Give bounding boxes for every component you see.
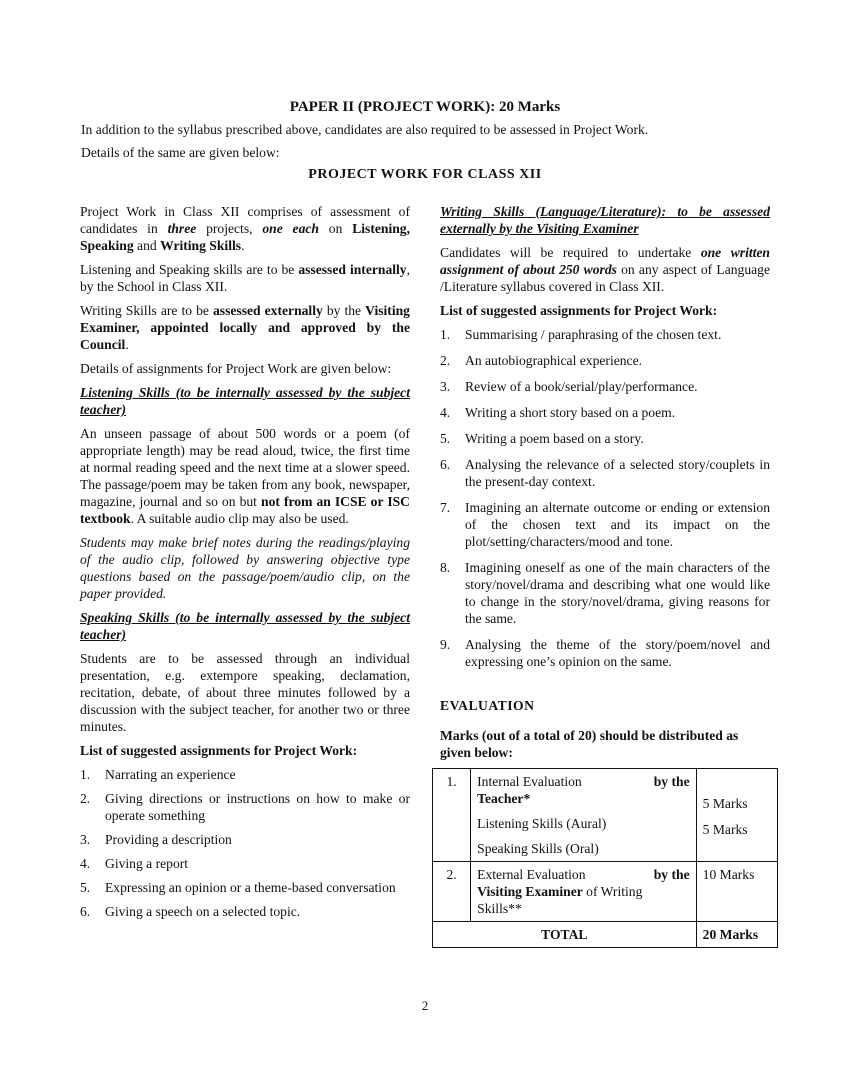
- item-number: 5.: [80, 880, 91, 895]
- item-text: An autobiographical experience.: [465, 353, 643, 368]
- item-text: Analysing the relevance of a selected story/couplets in the present-day context.: [465, 457, 770, 489]
- writing-assignment-list: [440, 326, 770, 670]
- row-number: 1.: [433, 769, 471, 862]
- text-run: on: [318, 221, 353, 236]
- text-run: on any aspect of Language /Literature syllabus covered in Class XII.: [440, 262, 770, 294]
- listening-heading: Listening Skills (to be internally assessed by the subject teacher): [80, 385, 410, 417]
- item-text: Review of a book/serial/play/performance.: [465, 379, 698, 394]
- emphasis-internal: assessed internally: [298, 262, 407, 277]
- emphasis-three: three: [167, 221, 197, 236]
- text-run: External Evaluation: [477, 867, 586, 882]
- item-text: Giving a report: [105, 856, 189, 871]
- text-run: by the: [322, 303, 366, 318]
- row-description: [471, 862, 696, 922]
- item-text: Analysing the theme of the story/poem/novel and expressing one’s opinion on the same.: [465, 637, 770, 669]
- intro-details: Details of the same are given below:: [81, 145, 280, 160]
- item-number: 4.: [440, 405, 451, 420]
- writing-heading: Writing Skills (Language/Literature): to be assessed externally by the Visiting Examiner: [440, 204, 770, 236]
- text-run: Project Work in Class XII comprises of assessment of candidates in: [80, 204, 410, 236]
- marks-value: 5 Marks: [702, 796, 748, 811]
- item-text: Narrating an experience: [105, 767, 236, 782]
- intro-text: In addition to the syllabus prescribed above, candidates are also required to be assessed in Project Work.: [81, 122, 649, 137]
- marks-table: [432, 768, 778, 948]
- list-item: [440, 430, 770, 447]
- item-number: 3.: [440, 379, 451, 394]
- table-row: [433, 862, 778, 922]
- item-number: 2.: [440, 353, 451, 368]
- item-number: 3.: [80, 832, 91, 847]
- internal-paragraph: [80, 261, 410, 295]
- left-column: [80, 203, 410, 927]
- list-item: [440, 404, 770, 421]
- desc-line: [477, 790, 689, 807]
- details-paragraph: Details of assignments for Project Work are given below:: [80, 361, 392, 376]
- text-run: , by the School in Class XII.: [80, 262, 411, 294]
- list-item: [440, 456, 770, 490]
- emphasis-assignment: one written assignment of about 250 words: [440, 245, 770, 277]
- item-number: 6.: [80, 904, 91, 919]
- item-number: 1.: [80, 767, 91, 782]
- text-run: and: [133, 238, 161, 253]
- emphasis-skills: Listening, Speaking: [80, 221, 411, 253]
- text-run: Writing Skills are to be: [80, 303, 213, 318]
- item-number: 4.: [80, 856, 91, 871]
- external-paragraph: [80, 302, 410, 353]
- list-item: [80, 879, 410, 896]
- total-row: [433, 922, 778, 948]
- list-item: [440, 499, 770, 550]
- speaking-sub: Speaking Skills (Oral): [477, 841, 599, 856]
- item-text: Summarising / paraphrasing of the chosen text.: [465, 327, 722, 342]
- page-number: 2: [421, 998, 429, 1013]
- item-text: Imagining oneself as one of the main characters of the story/novel/drama and describing what one would like to change in the story/novel/drama, giving reasons for the same.: [465, 560, 770, 626]
- listening-paragraph: [80, 425, 410, 527]
- overview-paragraph: [80, 203, 410, 254]
- assignments-heading: List of suggested assignments for Project Work:: [440, 303, 718, 318]
- list-item: [440, 352, 770, 369]
- list-item: [80, 855, 410, 872]
- emphasis-textbook: not from an ICSE or ISC textbook: [80, 494, 410, 526]
- emphasis-one-each: one each: [262, 221, 319, 236]
- marks-heading: Marks (out of a total of 20) should be distributed as given below:: [440, 728, 739, 760]
- emphasis-writing: Writing Skills: [160, 238, 242, 253]
- speaking-assignment-list: [80, 766, 410, 920]
- total-label: TOTAL: [433, 922, 697, 948]
- text-run: Internal Evaluation: [477, 774, 582, 789]
- text-run: .: [125, 337, 129, 352]
- list-item: [80, 831, 410, 848]
- table-row: [433, 769, 778, 862]
- page-title: PAPER II (PROJECT WORK): 20 Marks: [289, 99, 561, 115]
- text-run: Candidates will be required to undertake: [440, 245, 701, 260]
- item-text: Expressing an opinion or a theme-based conversation: [105, 880, 396, 895]
- list-item: [440, 559, 770, 627]
- desc-line: [477, 866, 689, 883]
- list-item: [440, 326, 770, 343]
- item-number: 8.: [440, 560, 451, 575]
- assignments-heading: List of suggested assignments for Project Work:: [80, 743, 358, 758]
- text-run: An unseen passage of about 500 words or a poem (of appropriate length) may be read aloud, twice, the first time at normal reading speed and the next time at a slower speed. The passage/poem may be taken from any book, newspaper, magazine, journal and so on but: [80, 426, 410, 509]
- text-run: of Writing Skills**: [477, 884, 643, 916]
- item-number: 1.: [440, 327, 451, 342]
- item-number: 6.: [440, 457, 451, 472]
- emphasis-external: assessed externally: [213, 303, 323, 318]
- text-run: Listening and Speaking skills are to be: [80, 262, 299, 277]
- speaking-paragraph: Students are to be assessed through an individual presentation, e.g. extempore speaking, declamation, recitation, debate, of about three minutes followed by a discussion with the subject teacher, for another two or three minutes.: [80, 651, 410, 734]
- row-marks: [696, 769, 777, 862]
- list-item: [80, 766, 410, 783]
- item-number: 5.: [440, 431, 451, 446]
- marks-value: 10 Marks: [696, 862, 777, 922]
- item-text: Providing a description: [105, 832, 232, 847]
- list-item: [440, 636, 770, 670]
- list-item: [80, 790, 410, 824]
- text-run: . A suitable audio clip may also be used.: [130, 511, 349, 526]
- listening-note: Students may make brief notes during the readings/playing of the audio clip, followed by answering objective type questions based on the passage/poem/audio clip, on the paper provided.: [80, 535, 410, 601]
- marks-value: 5 Marks: [702, 822, 748, 837]
- row-number: 2.: [433, 862, 471, 922]
- row-description: [471, 769, 696, 862]
- item-number: 7.: [440, 500, 451, 515]
- text-run: by the: [653, 774, 690, 789]
- section-title: PROJECT WORK FOR CLASS XII: [308, 167, 542, 182]
- item-number: 9.: [440, 637, 451, 652]
- list-item: [80, 903, 410, 920]
- total-value: 20 Marks: [696, 922, 777, 948]
- item-text: Writing a poem based on a story.: [465, 431, 644, 446]
- writing-paragraph: [440, 244, 770, 295]
- list-item: [440, 378, 770, 395]
- text-run: by the: [653, 867, 690, 882]
- text-run: projects,: [196, 221, 263, 236]
- right-column: [440, 203, 770, 948]
- item-text: Imagining an alternate outcome or ending or extension of the chosen text and its impact on the plot/setting/characters/mood and tone.: [465, 500, 770, 549]
- text-run: Teacher*: [477, 791, 531, 806]
- text-run: .: [241, 238, 245, 253]
- desc-line: [477, 883, 689, 917]
- item-text: Writing a short story based on a poem.: [465, 405, 676, 420]
- speaking-heading: Speaking Skills (to be internally assessed by the subject teacher): [80, 610, 410, 642]
- item-number: 2.: [80, 791, 91, 806]
- listening-sub: Listening Skills (Aural): [477, 816, 607, 831]
- evaluation-heading: EVALUATION: [440, 698, 535, 713]
- desc-line: [477, 773, 689, 790]
- item-text: Giving a speech on a selected topic.: [105, 904, 301, 919]
- text-run: Visiting Examiner: [477, 884, 583, 899]
- emphasis-examiner: Visiting Examiner, appointed locally and approved by the Council: [80, 303, 410, 352]
- item-text: Giving directions or instructions on how to make or operate something: [105, 791, 410, 823]
